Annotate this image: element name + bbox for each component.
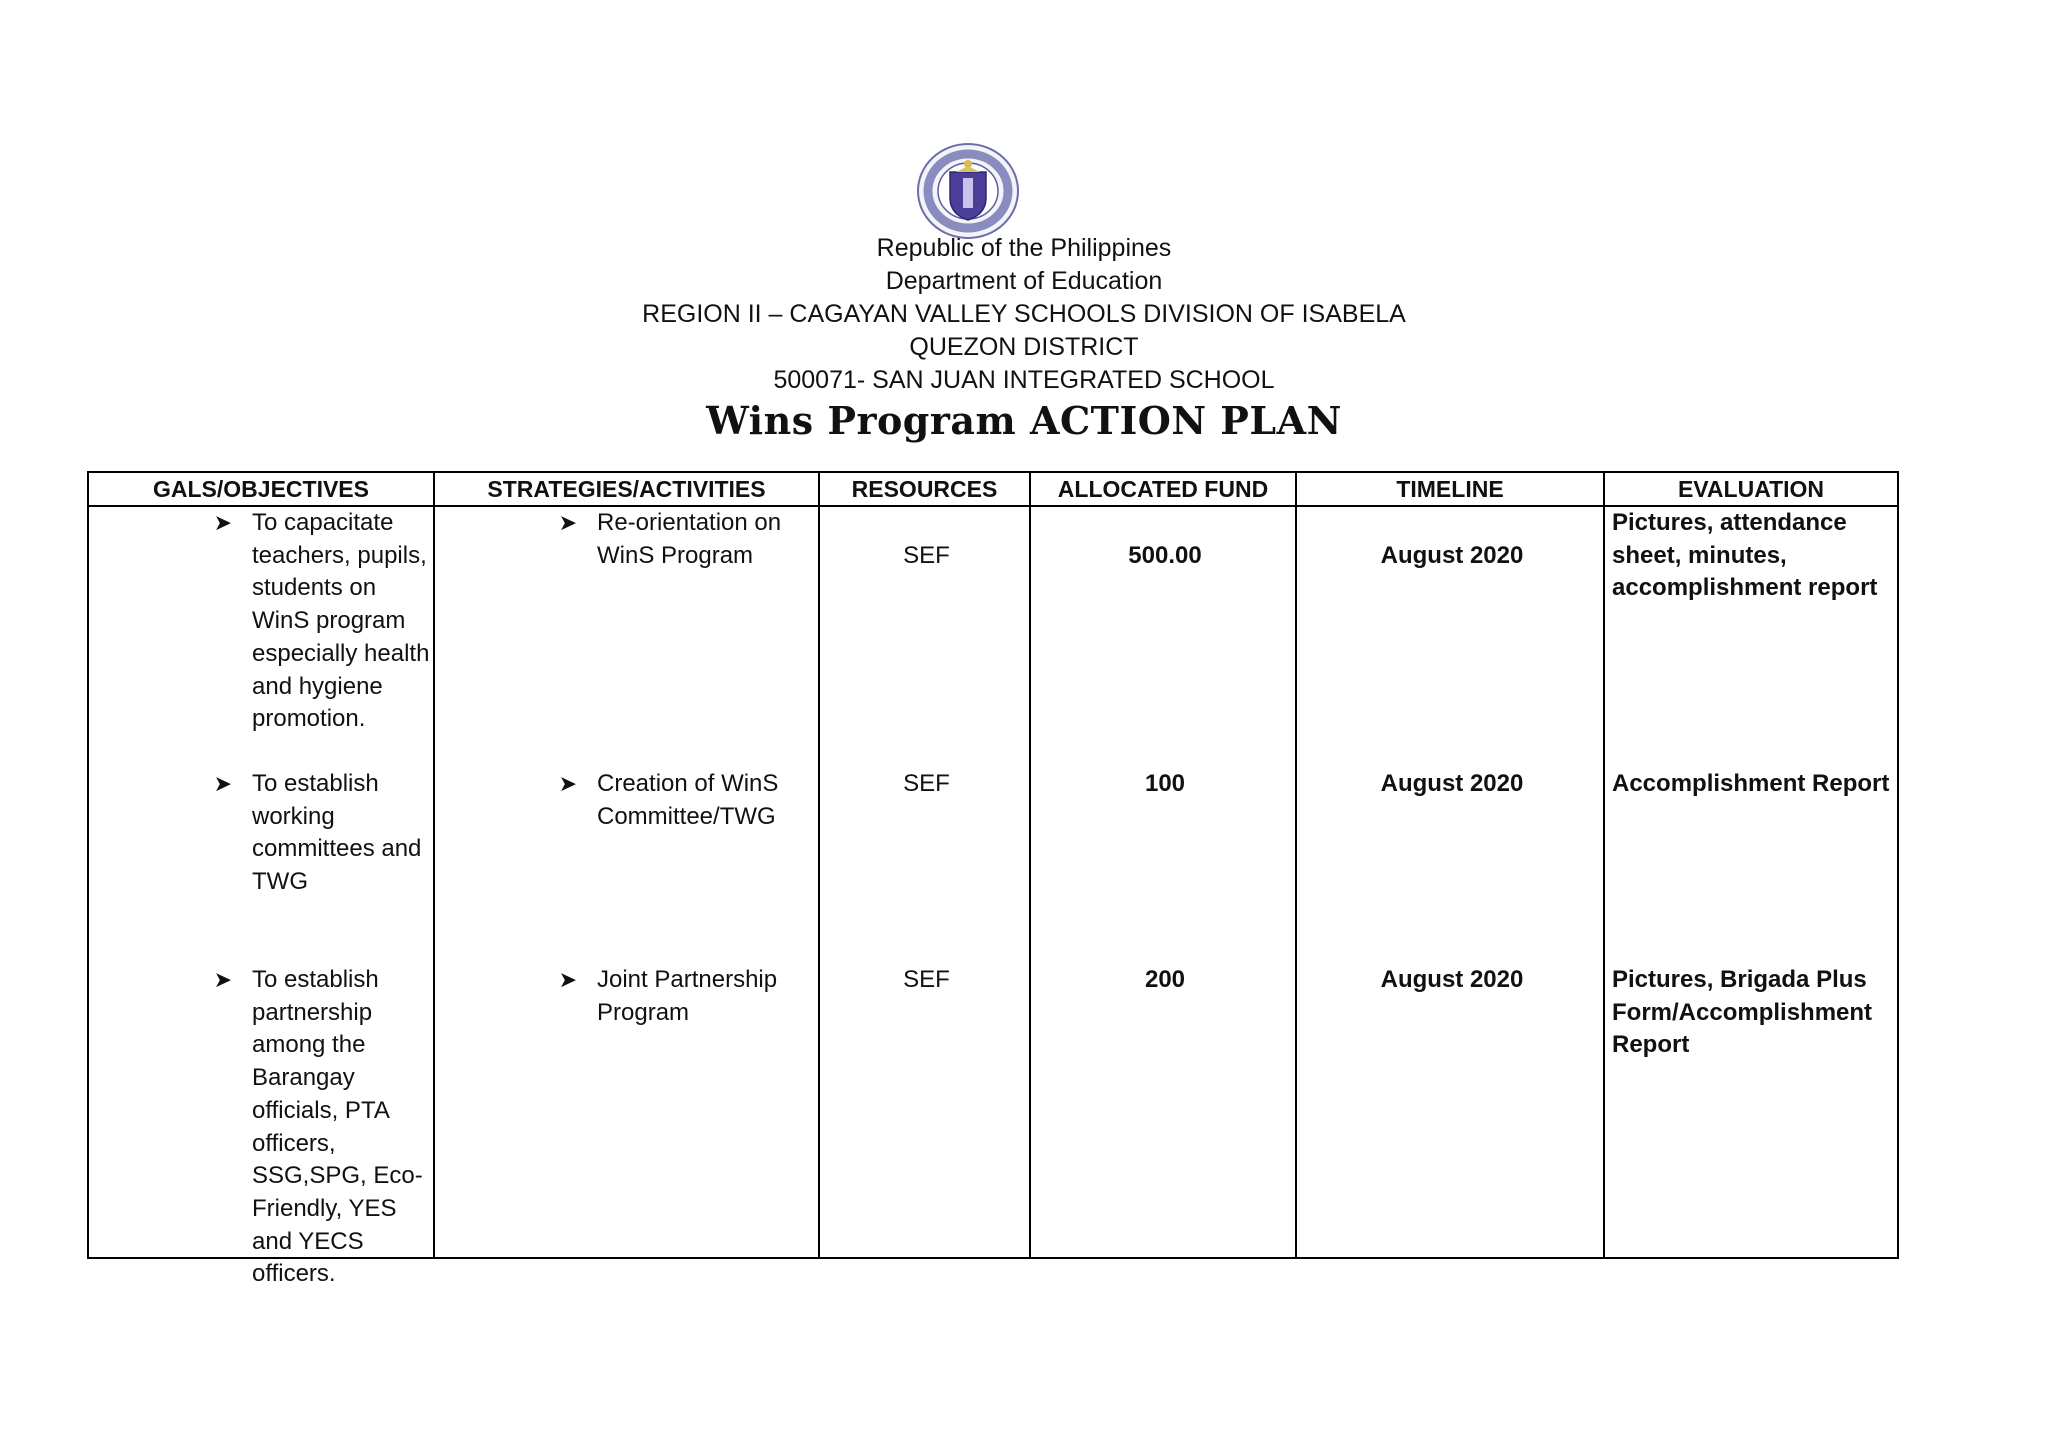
- letterhead-line-school: 500071- SAN JUAN INTEGRATED SCHOOL: [773, 366, 1275, 394]
- letterhead-line-republic: Republic of the Philippines: [876, 234, 1172, 262]
- arrowhead-bullet-icon: ➤: [213, 967, 232, 992]
- letterhead-line-department: Department of Education: [885, 267, 1163, 295]
- arrowhead-bullet-icon: ➤: [213, 510, 232, 535]
- objective-text: To capacitate teachers, pupils, students on WinS program especially health and hygiene promotion.: [252, 509, 430, 733]
- table-row-3-timeline: August 2020: [1380, 966, 1524, 993]
- strategy-text: Joint Partnership Program: [597, 966, 778, 1026]
- resources-cell: [819, 506, 1030, 1258]
- table-row-2-resources: SEF: [903, 770, 950, 797]
- strategy-text: Creation of WinS Committee/TWG: [597, 770, 779, 830]
- column-header-evaluation: EVALUATION: [1604, 472, 1898, 506]
- table-row-3-resources: SEF: [903, 966, 950, 993]
- letterhead-line-district: QUEZON DISTRICT: [909, 333, 1139, 361]
- allocated-fund-cell: [1030, 506, 1296, 1258]
- table-row-2-evaluation: Accomplishment Report: [1612, 770, 1890, 797]
- table-row-1-strategy: [535, 507, 795, 572]
- table-row-3-strategy: [535, 964, 795, 1029]
- arrowhead-bullet-icon: ➤: [558, 967, 577, 992]
- arrowhead-bullet-icon: ➤: [213, 771, 232, 796]
- table-row-2-strategy: [535, 768, 795, 833]
- column-header-objectives: GALS/OBJECTIVES: [88, 472, 434, 506]
- table-row-3-fund: 200: [1144, 966, 1186, 993]
- letterhead-line-region: REGION II – CAGAYAN VALLEY SCHOOLS DIVISION OF ISABELA: [642, 300, 1406, 328]
- document-title: Wins Program ACTION PLAN: [706, 398, 1342, 443]
- objective-text: To establish partnership among the Barangay officials, PTA officers, SSG,SPG, Eco-Friendly, YES and YECS officers.: [252, 966, 423, 1288]
- letterhead: [0, 232, 2048, 397]
- strategy-text: Re-orientation on WinS Program: [597, 509, 782, 569]
- table-row-1-resources: SEF: [903, 542, 950, 569]
- table-row-1-objective: [190, 507, 430, 736]
- column-header-resources: RESOURCES: [819, 472, 1030, 506]
- column-header-timeline: TIMELINE: [1296, 472, 1604, 506]
- arrowhead-bullet-icon: ➤: [558, 510, 577, 535]
- objective-text: To establish working committees and TWG: [252, 770, 422, 896]
- table-row-2-fund: 100: [1144, 770, 1186, 797]
- strategies-cell: [434, 506, 819, 1258]
- table-row-2-objective: [190, 768, 430, 899]
- table-row-3-objective: [190, 964, 430, 1291]
- column-header-strategies: STRATEGIES/ACTIVITIES: [434, 472, 819, 506]
- arrowhead-bullet-icon: ➤: [558, 771, 577, 796]
- table-row-3-evaluation: Pictures, Brigada Plus Form/Accomplishment Report: [1612, 966, 1873, 1059]
- deped-seal-icon: [916, 142, 1020, 240]
- table-row-1-fund: 500.00: [1128, 542, 1202, 569]
- table-row-2-timeline: August 2020: [1380, 770, 1524, 797]
- table-header-row: [88, 472, 1898, 506]
- table-row-1-timeline: August 2020: [1380, 542, 1524, 569]
- table-row-1-evaluation: Pictures, attendance sheet, minutes, accomplishment report: [1612, 509, 1878, 602]
- evaluation-cell: [1604, 506, 1898, 1258]
- timeline-cell: [1296, 506, 1604, 1258]
- column-header-allocated-fund: ALLOCATED FUND: [1030, 472, 1296, 506]
